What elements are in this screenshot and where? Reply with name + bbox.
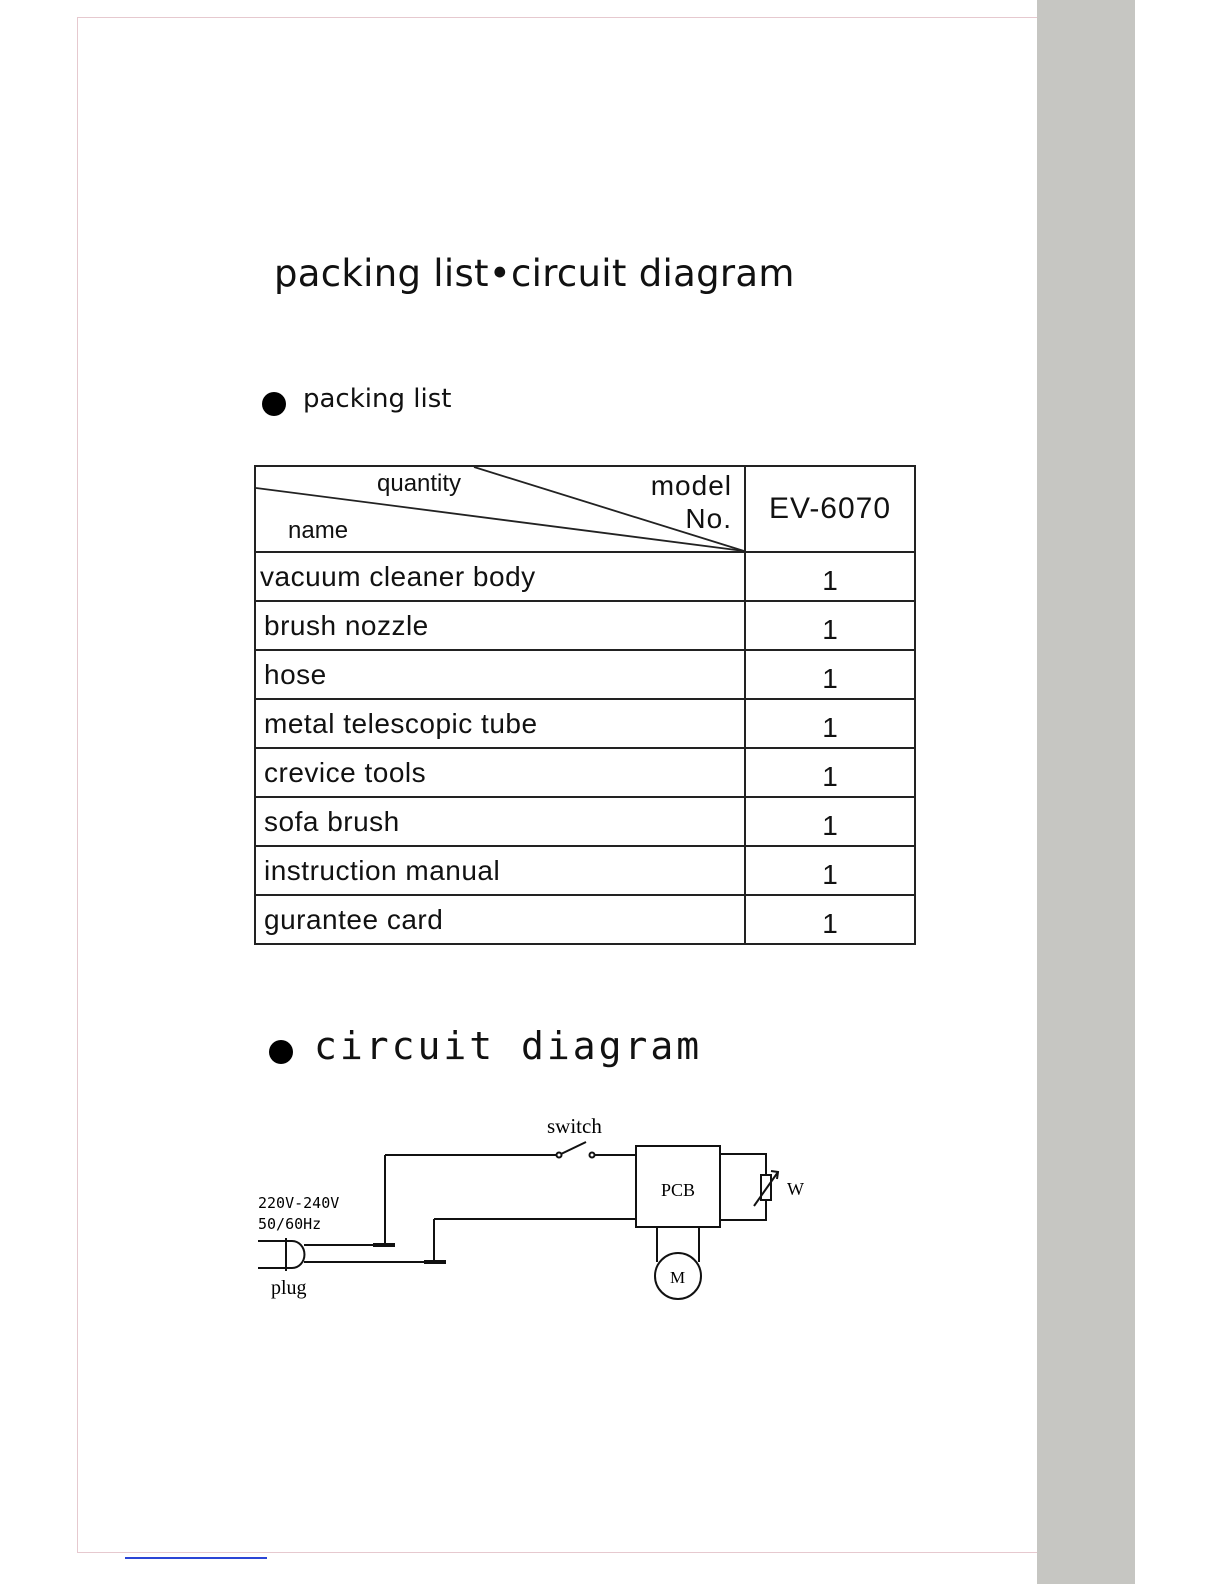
wire-resistor: [720, 1154, 766, 1220]
table-row: [255, 650, 915, 699]
item-name: vacuum cleaner body: [255, 552, 745, 601]
table-header-row: [255, 466, 915, 552]
item-qty: 1: [745, 699, 915, 748]
no-label: No.: [685, 503, 732, 534]
switch-label: switch: [547, 1114, 602, 1138]
model-label: model: [650, 470, 732, 501]
circuit-diagram: [240, 1100, 840, 1310]
packing-list-heading: packing list: [303, 384, 452, 414]
side-strip: [1037, 0, 1135, 1584]
voltage-label: 220V-240V: [258, 1194, 340, 1212]
switch-contact: [590, 1153, 595, 1158]
item-name: brush nozzle: [255, 601, 745, 650]
plug-icon: [286, 1241, 304, 1268]
table-row: [255, 797, 915, 846]
plug-label: plug: [271, 1277, 307, 1299]
item-qty: 1: [745, 895, 915, 944]
name-label: name: [288, 517, 349, 544]
terminal: [373, 1243, 395, 1247]
item-name: instruction manual: [255, 846, 745, 895]
circuit-diagram-heading: circuit diagram: [314, 1024, 703, 1068]
item-name: metal telescopic tube: [255, 699, 745, 748]
bullet-icon: [269, 1040, 293, 1064]
motor-label: M: [670, 1268, 686, 1287]
quantity-label: quantity: [377, 470, 462, 497]
model-number: EV-6070: [745, 466, 915, 552]
bullet-icon: [262, 392, 286, 416]
item-qty: 1: [745, 650, 915, 699]
item-qty: 1: [745, 797, 915, 846]
table-row: [255, 601, 915, 650]
item-name: gurantee card: [255, 895, 745, 944]
item-name: hose: [255, 650, 745, 699]
item-qty: 1: [745, 748, 915, 797]
terminal: [424, 1260, 446, 1264]
table-row: [255, 699, 915, 748]
table-row: [255, 846, 915, 895]
link-underline: [125, 1557, 267, 1559]
table-row: [255, 748, 915, 797]
item-qty: 1: [745, 601, 915, 650]
resistor-label: W: [787, 1179, 804, 1199]
item-name: sofa brush: [255, 797, 745, 846]
diagonal-header-cell: [255, 466, 745, 552]
item-qty: 1: [745, 552, 915, 601]
item-qty: 1: [745, 846, 915, 895]
page-title: packing list•circuit diagram: [274, 252, 795, 295]
packing-list-table: [254, 465, 916, 945]
table-row: [255, 552, 915, 601]
switch-lever: [561, 1142, 586, 1154]
item-name: crevice tools: [255, 748, 745, 797]
frequency-label: 50/60Hz: [258, 1215, 322, 1233]
pcb-label: PCB: [661, 1180, 696, 1200]
table-row: [255, 895, 915, 944]
